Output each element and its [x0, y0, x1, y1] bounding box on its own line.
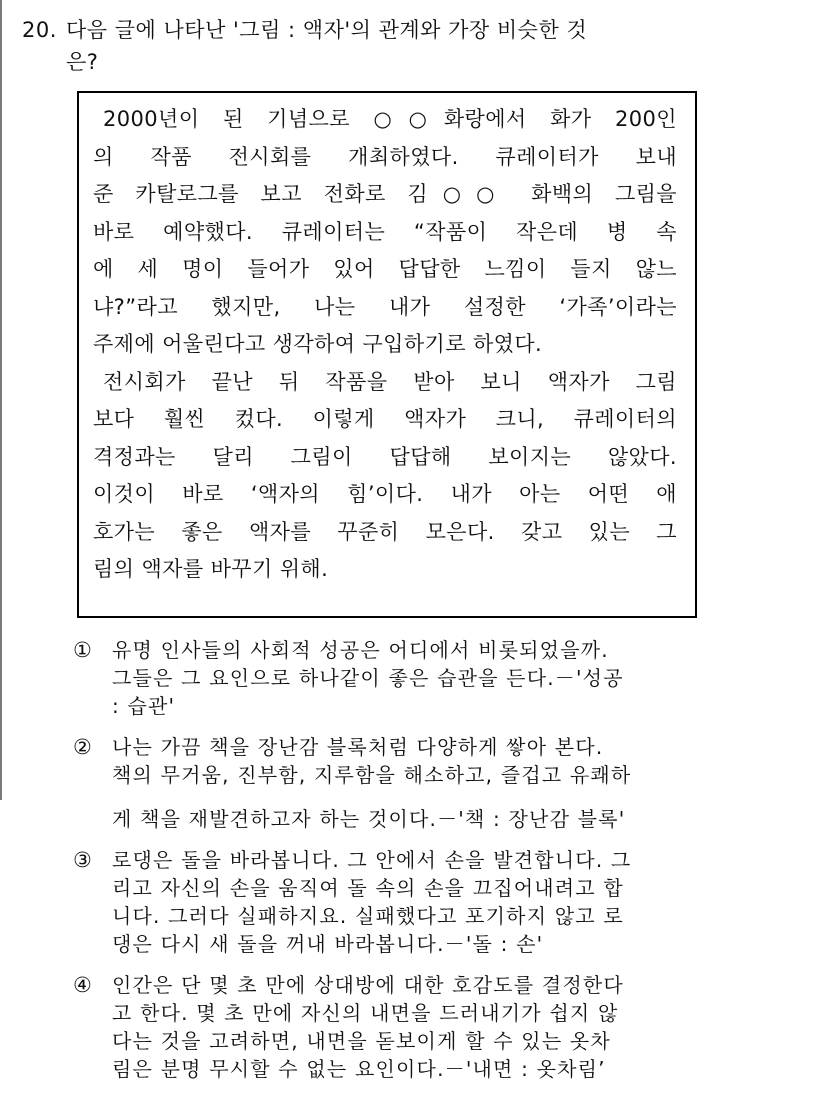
option-line: 게 책을 재발견하고자 하는 것이다.－'책 : 장난감 블록' [112, 807, 626, 831]
question-line-1 [22, 14, 742, 46]
option-line: 림은 분명 무시할 수 없는 요인이다.－'내면 : 옷차림’ [112, 1057, 606, 1081]
passage-line: 에 세 명이 들어가 있어 답답한 느낌이 들지 않느 [93, 257, 677, 281]
question-number: 20. [22, 18, 57, 42]
option-3[interactable] [73, 846, 763, 958]
option-2-marker: ② [73, 735, 94, 759]
option-line: 로댕은 돌을 바라봅니다. 그 안에서 손을 발견합니다. 그 [112, 848, 632, 872]
option-line: 인간은 단 몇 초 만에 상대방에 대한 호감도를 결정한다 [112, 973, 624, 997]
left-margin-rule [0, 0, 2, 800]
option-line: 그들은 그 요인으로 하나같이 좋은 습관을 든다.－'성공 [112, 666, 624, 690]
option-line: 다는 것을 고려하면, 내면을 돋보이게 할 수 있는 옷차 [112, 1029, 611, 1053]
option-1-marker: ① [73, 638, 94, 662]
passage-line: 전시회가 끝난 뒤 작품을 받아 보니 액자가 그림 [103, 369, 677, 394]
passage-line: 준 카탈로그를 보고 전화로 김○○ 화백의 그림을 [93, 182, 677, 206]
option-2[interactable] [73, 733, 763, 833]
passage-line: 림의 액자를 바꾸기 위해. [93, 557, 329, 581]
passage-line: 의 작품 전시회를 개최하였다. 큐레이터가 보내 [93, 144, 677, 169]
question-line-2: 은? [66, 50, 99, 74]
option-line: 책의 무거움, 진부함, 지루함을 해소하고, 즐겁고 유쾌하 [112, 763, 632, 787]
option-line: 니다. 그러다 실패하지요. 실패했다고 포기하지 않고 로 [112, 904, 624, 928]
option-line: 댕은 다시 새 돌을 꺼내 바라봅니다.－'돌 : 손' [112, 932, 544, 956]
passage-line: 냐?”라고 했지만, 나는 내가 설정한 ‘가족’이라는 [93, 294, 677, 319]
option-4-marker: ④ [73, 973, 94, 997]
option-line: 나는 가끔 책을 장난감 블록처럼 다양하게 쌓아 본다. [112, 735, 604, 759]
passage-line: 2000년이 된 기념으로 ○○화랑에서 화가 200인 [103, 107, 677, 131]
question-text: 다음 글에 나타난 '그림 : 액자'의 관계와 가장 비슷한 것 [66, 18, 588, 42]
option-line: 유명 인사들의 사회적 성공은 어디에서 비롯되었을까. [112, 638, 609, 662]
option-3-marker: ③ [73, 848, 94, 872]
option-line: 리고 자신의 손을 움직여 돌 속의 손을 끄집어내려고 합 [112, 876, 624, 900]
passage-line: 이것이 바로 ‘액자의 힘’이다. 내가 아는 어떤 애 [93, 482, 677, 506]
passage-line: 바로 예약했다. 큐레이터는 “작품이 작은데 병 속 [93, 219, 677, 244]
passage-line: 보다 훨씬 컸다. 이렇게 액자가 크니, 큐레이터의 [93, 407, 677, 431]
passage-line: 주제에 어울린다고 생각하여 구입하기로 하였다. [93, 332, 543, 356]
option-line: 고 한다. 몇 초 만에 자신의 내면을 드러내기가 쉽지 않 [112, 1001, 619, 1025]
answer-options [73, 636, 763, 1096]
passage-line: 격정과는 달리 그림이 답답해 보이지는 않았다. [93, 444, 677, 469]
option-1[interactable] [73, 636, 763, 720]
option-line: : 습관' [112, 694, 176, 718]
passage-box [77, 91, 697, 618]
option-4[interactable] [73, 971, 763, 1083]
question-stem [22, 14, 742, 78]
passage-line: 호가는 좋은 액자를 꾸준히 모은다. 갖고 있는 그 [93, 519, 677, 544]
